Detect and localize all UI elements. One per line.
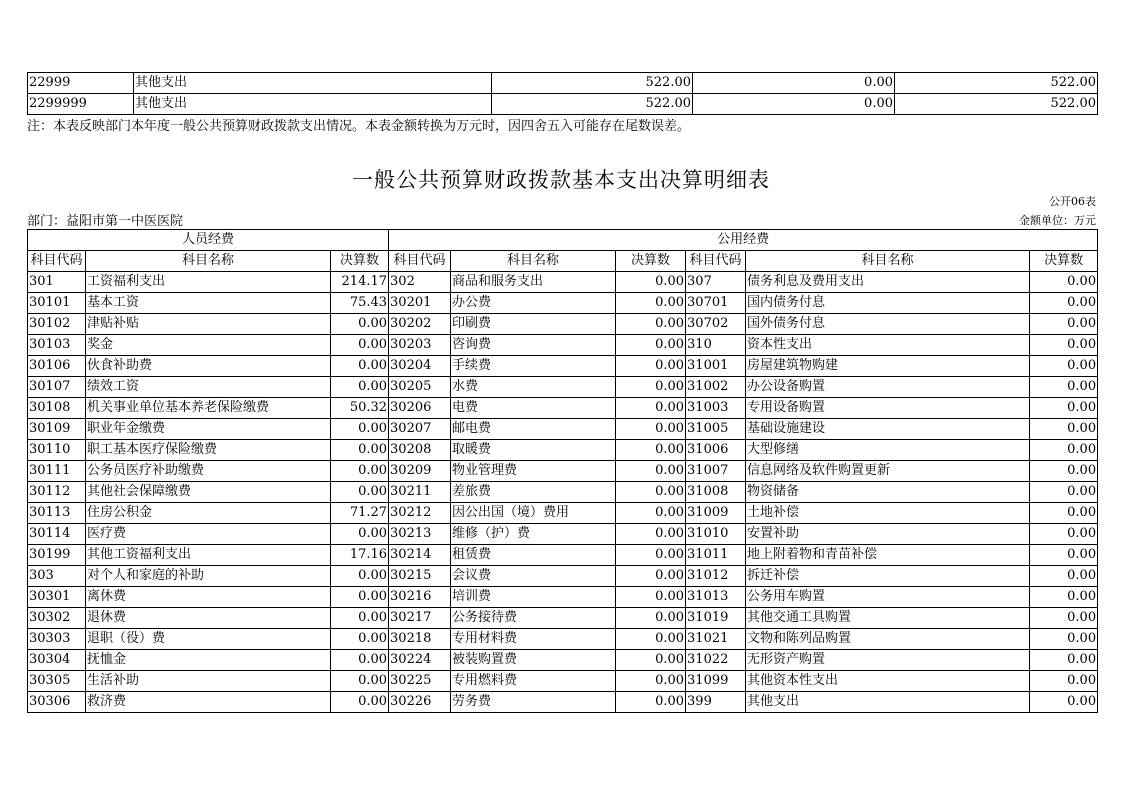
public-code-cell: 31007 [686,461,746,482]
personnel-code-cell: 30113 [28,503,86,524]
public-code-cell: 30218 [389,629,451,650]
table-row [28,272,1098,293]
public-code-cell: 30207 [389,419,451,440]
public-name-cell: 专用设备购置 [746,398,1030,419]
public-name-cell: 维修（护）费 [451,524,616,545]
public-amount-cell: 0.00 [1030,293,1098,314]
public-name-cell: 专用燃料费 [451,671,616,692]
personnel-amount-cell: 0.00 [331,335,389,356]
personnel-name-cell: 离休费 [86,587,331,608]
public-name-cell: 物资储备 [746,482,1030,503]
column-header-row [28,251,1098,272]
public-name-cell: 无形资产购置 [746,650,1030,671]
table-row [28,314,1098,335]
table-row [28,650,1098,671]
public-amount-cell: 0.00 [616,587,686,608]
public-name-cell: 办公费 [451,293,616,314]
public-name-cell: 邮电费 [451,419,616,440]
personnel-code-cell: 30101 [28,293,86,314]
table-row [28,356,1098,377]
personnel-code-cell: 30102 [28,314,86,335]
public-name-cell: 其他交通工具购置 [746,608,1030,629]
table-row [28,335,1098,356]
public-name-cell: 劳务费 [451,692,616,713]
public-amount-cell: 0.00 [616,293,686,314]
personnel-code-cell: 30114 [28,524,86,545]
personnel-expense-header: 人员经费 [28,230,389,251]
public-name-cell: 专用材料费 [451,629,616,650]
public-code-cell: 302 [389,272,451,293]
personnel-code-cell: 30301 [28,587,86,608]
personnel-name-cell: 抚恤金 [86,650,331,671]
public-amount-cell: 0.00 [1030,587,1098,608]
public-code-cell: 30226 [389,692,451,713]
public-amount-cell: 0.00 [1030,650,1098,671]
personnel-amount-cell: 0.00 [331,314,389,335]
personnel-amount-cell: 0.00 [331,650,389,671]
public-name-cell: 其他资本性支出 [746,671,1030,692]
public-code-cell: 30217 [389,608,451,629]
amount-cell: 0.00 [693,94,895,115]
col-header-name: 科目名称 [451,251,616,272]
personnel-code-cell: 30306 [28,692,86,713]
public-amount-cell: 0.00 [1030,671,1098,692]
table-row [28,482,1098,503]
personnel-amount-cell: 0.00 [331,461,389,482]
personnel-name-cell: 生活补助 [86,671,331,692]
public-amount-cell: 0.00 [1030,608,1098,629]
public-amount-cell: 0.00 [1030,629,1098,650]
public-amount-cell: 0.00 [616,335,686,356]
public-amount-cell: 0.00 [616,377,686,398]
public-code-cell: 30213 [389,524,451,545]
personnel-amount-cell: 0.00 [331,482,389,503]
personnel-amount-cell: 0.00 [331,440,389,461]
table-row [28,671,1098,692]
public-name-cell: 基础设施建设 [746,419,1030,440]
public-name-cell: 办公设备购置 [746,377,1030,398]
subject-name-cell: 其他支出 [134,94,492,115]
public-code-cell: 30205 [389,377,451,398]
public-code-cell: 31013 [686,587,746,608]
expenditure-detail-table [27,229,1098,713]
personnel-code-cell: 30305 [28,671,86,692]
public-name-cell: 咨询费 [451,335,616,356]
public-name-cell: 物业管理费 [451,461,616,482]
public-code-cell: 399 [686,692,746,713]
public-name-cell: 被装购置费 [451,650,616,671]
public-name-cell: 文物和陈列品购置 [746,629,1030,650]
public-amount-cell: 0.00 [1030,398,1098,419]
amount-unit-label: 金额单位：万元 [1019,214,1096,227]
personnel-amount-cell: 214.17 [331,272,389,293]
personnel-name-cell: 其他工资福利支出 [86,545,331,566]
personnel-code-cell: 30107 [28,377,86,398]
amount-cell: 0.00 [693,73,895,94]
amount-cell: 522.00 [492,94,693,115]
public-amount-cell: 0.00 [1030,356,1098,377]
public-name-cell: 拆迁补偿 [746,566,1030,587]
public-code-cell: 31021 [686,629,746,650]
table-row [28,293,1098,314]
public-name-cell: 因公出国（境）费用 [451,503,616,524]
public-amount-cell: 0.00 [616,419,686,440]
public-name-cell: 地上附着物和青苗补偿 [746,545,1030,566]
public-name-cell: 租赁费 [451,545,616,566]
public-amount-cell: 0.00 [1030,335,1098,356]
public-code-cell: 30208 [389,440,451,461]
public-expense-header: 公用经费 [389,230,1098,251]
personnel-code-cell: 30108 [28,398,86,419]
personnel-code-cell: 30303 [28,629,86,650]
public-name-cell: 水费 [451,377,616,398]
public-amount-cell: 0.00 [1030,419,1098,440]
table-row [28,587,1098,608]
personnel-name-cell: 奖金 [86,335,331,356]
personnel-amount-cell: 50.32 [331,398,389,419]
public-amount-cell: 0.00 [616,272,686,293]
personnel-code-cell: 30304 [28,650,86,671]
public-code-cell: 30203 [389,335,451,356]
col-header-amount: 决算数 [616,251,686,272]
table-row [28,503,1098,524]
page-title: 一般公共预算财政拨款基本支出决算明细表 [352,168,770,192]
public-name-cell: 安置补助 [746,524,1030,545]
previous-table-continuation [27,72,1098,115]
public-amount-cell: 0.00 [1030,440,1098,461]
public-code-cell: 31099 [686,671,746,692]
public-code-cell: 30204 [389,356,451,377]
public-name-cell: 取暖费 [451,440,616,461]
public-code-cell: 30224 [389,650,451,671]
personnel-name-cell: 退职（役）费 [86,629,331,650]
public-name-cell: 债务利息及费用支出 [746,272,1030,293]
col-header-code: 科目代码 [28,251,86,272]
table-row [28,629,1098,650]
public-code-cell: 31009 [686,503,746,524]
public-code-cell: 31003 [686,398,746,419]
personnel-code-cell: 30111 [28,461,86,482]
public-code-cell: 31019 [686,608,746,629]
subject-code-cell: 2299999 [28,94,134,115]
personnel-amount-cell: 0.00 [331,419,389,440]
public-amount-cell: 0.00 [616,482,686,503]
public-amount-cell: 0.00 [616,692,686,713]
public-amount-cell: 0.00 [1030,524,1098,545]
table-row [28,419,1098,440]
subject-name-cell: 其他支出 [134,73,492,94]
col-header-amount: 决算数 [331,251,389,272]
public-code-cell: 30701 [686,293,746,314]
public-name-cell: 土地补偿 [746,503,1030,524]
personnel-amount-cell: 17.16 [331,545,389,566]
personnel-name-cell: 其他社会保障缴费 [86,482,331,503]
public-amount-cell: 0.00 [616,524,686,545]
public-amount-cell: 0.00 [1030,692,1098,713]
personnel-amount-cell: 0.00 [331,524,389,545]
personnel-amount-cell: 71.27 [331,503,389,524]
public-code-cell: 31022 [686,650,746,671]
personnel-code-cell: 30112 [28,482,86,503]
public-code-cell: 31011 [686,545,746,566]
department-label: 部门：益阳市第一中医医院 [27,214,184,229]
public-code-cell: 31008 [686,482,746,503]
public-name-cell: 国内债务付息 [746,293,1030,314]
personnel-name-cell: 工资福利支出 [86,272,331,293]
personnel-name-cell: 津贴补贴 [86,314,331,335]
table-row [28,608,1098,629]
public-code-cell: 307 [686,272,746,293]
public-name-cell: 大型修缮 [746,440,1030,461]
public-name-cell: 印刷费 [451,314,616,335]
col-header-name: 科目名称 [86,251,331,272]
personnel-name-cell: 医疗费 [86,524,331,545]
table-row [28,73,1098,94]
public-amount-cell: 0.00 [616,461,686,482]
personnel-amount-cell: 0.00 [331,692,389,713]
personnel-name-cell: 公务员医疗补助缴费 [86,461,331,482]
col-header-amount: 决算数 [1030,251,1098,272]
personnel-name-cell: 绩效工资 [86,377,331,398]
public-amount-cell: 0.00 [1030,545,1098,566]
col-header-code: 科目代码 [389,251,451,272]
public-name-cell: 商品和服务支出 [451,272,616,293]
table-row [28,692,1098,713]
group-header-row [28,230,1098,251]
public-amount-cell: 0.00 [1030,566,1098,587]
public-code-cell: 30225 [389,671,451,692]
previous-table-body [28,73,1098,115]
subject-code-cell: 22999 [28,73,134,94]
public-amount-cell: 0.00 [616,671,686,692]
personnel-amount-cell: 0.00 [331,377,389,398]
public-code-cell: 31006 [686,440,746,461]
public-name-cell: 信息网络及软件购置更新 [746,461,1030,482]
public-name-cell: 公务用车购置 [746,587,1030,608]
form-number: 公开06表 [1049,195,1096,208]
public-code-cell: 31010 [686,524,746,545]
personnel-code-cell: 30109 [28,419,86,440]
personnel-name-cell: 机关事业单位基本养老保险缴费 [86,398,331,419]
public-code-cell: 30211 [389,482,451,503]
public-code-cell: 31005 [686,419,746,440]
public-code-cell: 30212 [389,503,451,524]
public-code-cell: 31001 [686,356,746,377]
public-amount-cell: 0.00 [1030,503,1098,524]
public-amount-cell: 0.00 [616,356,686,377]
table-row [28,440,1098,461]
personnel-amount-cell: 0.00 [331,587,389,608]
table-row [28,398,1098,419]
personnel-code-cell: 30199 [28,545,86,566]
public-amount-cell: 0.00 [1030,314,1098,335]
public-code-cell: 30201 [389,293,451,314]
public-name-cell: 资本性支出 [746,335,1030,356]
public-code-cell: 30209 [389,461,451,482]
public-amount-cell: 0.00 [616,503,686,524]
personnel-amount-cell: 0.00 [331,356,389,377]
public-code-cell: 30216 [389,587,451,608]
public-code-cell: 30202 [389,314,451,335]
public-amount-cell: 0.00 [616,314,686,335]
public-name-cell: 公务接待费 [451,608,616,629]
public-name-cell: 培训费 [451,587,616,608]
personnel-amount-cell: 0.00 [331,566,389,587]
public-name-cell: 房屋建筑物购建 [746,356,1030,377]
public-code-cell: 30702 [686,314,746,335]
public-amount-cell: 0.00 [1030,482,1098,503]
public-code-cell: 31002 [686,377,746,398]
public-name-cell: 电费 [451,398,616,419]
personnel-name-cell: 对个人和家庭的补助 [86,566,331,587]
public-amount-cell: 0.00 [616,650,686,671]
table-row [28,545,1098,566]
personnel-name-cell: 伙食补助费 [86,356,331,377]
public-amount-cell: 0.00 [616,398,686,419]
public-amount-cell: 0.00 [1030,272,1098,293]
table-row [28,94,1098,115]
personnel-code-cell: 30110 [28,440,86,461]
public-name-cell: 差旅费 [451,482,616,503]
personnel-amount-cell: 0.00 [331,629,389,650]
amount-cell: 522.00 [895,94,1098,115]
table-row [28,461,1098,482]
public-amount-cell: 0.00 [1030,461,1098,482]
public-amount-cell: 0.00 [616,545,686,566]
personnel-code-cell: 303 [28,566,86,587]
personnel-amount-cell: 75.43 [331,293,389,314]
public-amount-cell: 0.00 [1030,377,1098,398]
table-row [28,377,1098,398]
public-amount-cell: 0.00 [616,566,686,587]
public-code-cell: 30215 [389,566,451,587]
col-header-code: 科目代码 [686,251,746,272]
col-header-name: 科目名称 [746,251,1030,272]
public-name-cell: 手续费 [451,356,616,377]
public-code-cell: 310 [686,335,746,356]
public-name-cell: 其他支出 [746,692,1030,713]
personnel-amount-cell: 0.00 [331,608,389,629]
personnel-name-cell: 住房公积金 [86,503,331,524]
amount-cell: 522.00 [492,73,693,94]
table-row [28,524,1098,545]
personnel-name-cell: 基本工资 [86,293,331,314]
personnel-name-cell: 退休费 [86,608,331,629]
personnel-code-cell: 301 [28,272,86,293]
personnel-code-cell: 30106 [28,356,86,377]
table-row [28,566,1098,587]
public-amount-cell: 0.00 [616,629,686,650]
personnel-name-cell: 救济费 [86,692,331,713]
personnel-amount-cell: 0.00 [331,671,389,692]
personnel-name-cell: 职业年金缴费 [86,419,331,440]
personnel-code-cell: 30103 [28,335,86,356]
amount-cell: 522.00 [895,73,1098,94]
public-name-cell: 会议费 [451,566,616,587]
table-note: 注：本表反映部门本年度一般公共预算财政拨款支出情况。本表金额转换为万元时，因四舍五入可能存在尾数误差。 [27,119,691,134]
public-name-cell: 国外债务付息 [746,314,1030,335]
public-amount-cell: 0.00 [616,608,686,629]
public-code-cell: 30206 [389,398,451,419]
personnel-name-cell: 职工基本医疗保险缴费 [86,440,331,461]
personnel-code-cell: 30302 [28,608,86,629]
expenditure-detail-body [28,272,1098,713]
public-code-cell: 31012 [686,566,746,587]
public-amount-cell: 0.00 [616,440,686,461]
public-code-cell: 30214 [389,545,451,566]
